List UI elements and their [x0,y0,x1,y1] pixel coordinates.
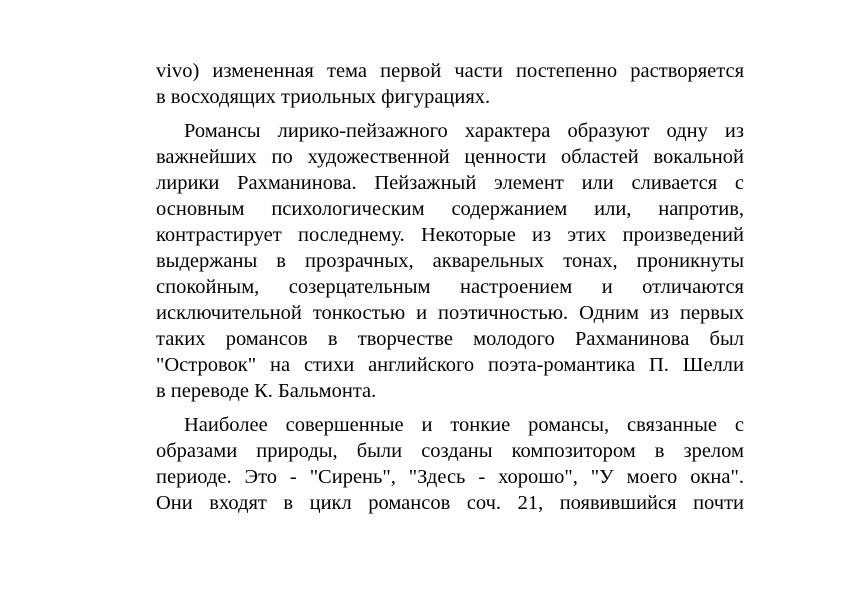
text-line: основным психологическим содержанием или, напротив, [156,198,744,220]
paragraph-spacer [156,110,744,118]
text-line: периоде. Это - "Сирень", "Здесь - хорошо", "У моего окна". [156,466,744,488]
text-line: таких романсов в творчестве молодого Рахманинова был [156,328,744,350]
text-line: контрастирует последнему. Некоторые из этих произведений [156,224,744,246]
text-line: в переводе К. Бальмонта. [156,380,377,402]
text-line: Романсы лирико-пейзажного характера образуют одну из [184,120,744,142]
body-text [156,58,744,516]
text-line: спокойным, созерцательным настроением и отличаются [156,276,744,298]
paragraph-3 [156,412,744,516]
paragraph-1 [156,58,744,110]
text-line: образами природы, были созданы композитором в зрелом [156,440,744,462]
text-line: Наиболее совершенные и тонкие романсы, связанные с [184,414,744,436]
text-line: "Островок" на стихи английского поэта-романтика П. Шелли [156,354,744,376]
text-line: в восходящих триольных фигурациях. [156,86,491,108]
text-line: выдержаны в прозрачных, акварельных тонах, проникнуты [156,250,744,272]
text-line: лирики Рахманинова. Пейзажный элемент или сливается с [156,172,744,194]
paragraph-2 [156,118,744,404]
text-line: исключительной тонкостью и поэтичностью. Одним из первых [156,302,744,324]
text-line: Они входят в цикл романсов соч. 21, появившийся почти [156,492,744,514]
paragraph-spacer [156,404,744,412]
text-line: vivo) измененная тема первой части постепенно растворяется [156,60,744,82]
text-line: важнейших по художественной ценности областей вокальной [156,146,744,168]
